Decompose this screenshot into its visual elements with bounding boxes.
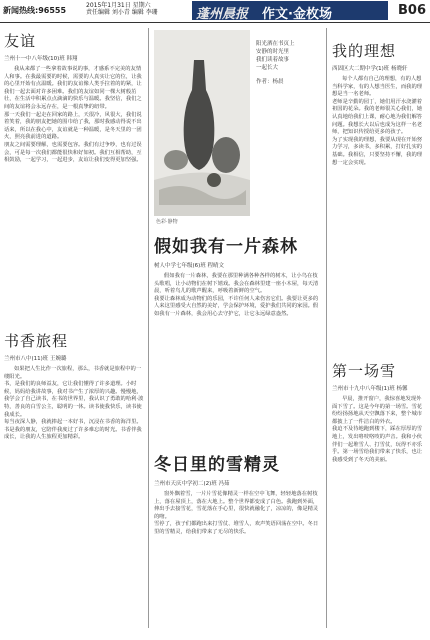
article-body: 每个人都有自己的理想，有的人想当科学家，有的人想当医生，而我的理想是当一名老师。 老师是辛勤的园丁，她们用汗水浇灌着祖国的花朵。我的老师很关心我们，她认真地给我们上课，耐心地为我们解答问题。我想长大以后也成为这样一名老师，把知识传授给更多的孩子。 为了实现我的理想，我要从现在开始努力学习，多读书，多积累，打好扎实的基础。我相信，只要坚持不懈，我的理想一定会实现。 xyxy=(332,76,423,166)
hotline-number: 新闻热线:96555 xyxy=(3,6,67,15)
article-byline: 西固区大二期中学(1)班 杨晓轩 xyxy=(332,66,408,72)
article-byline: 兰州市十九中八年级(1)班 杨馨 xyxy=(332,386,408,392)
poem-block xyxy=(256,40,322,220)
poem-signature: 作者：杨晨 xyxy=(256,79,284,85)
article-first-snow xyxy=(332,360,426,630)
article-byline: 兰州十一中八年级(10)班 韩翔 xyxy=(4,56,78,62)
section-title: 作文·金枚场 xyxy=(262,7,332,22)
article-body: 我从来都了一些拿着故事说的事，才感系不完美的友情人和事。在我最需要的时候，需要的人真实让它的位，让我的心里开始有点温暖。我们的友谊像人类手拉着的的紧，让我们一起去面对许多困难。我们的友谊如同一棵大树般茁壮，在生活中积累点点滴滴的快乐与温暖。我坚信，我们之间的友谊将会永远存在，是一根真挚的纽带。 那一天我们一起走在回家的路上，天很冷，风很大，我们说着笑着，我的朋友把她的围巾给了我，那时我感动得说不出话来，所以在我心中，友谊就是一种温暖，是冬天里的一团火，照亮我前进的道路。 朋友之间需要理解，也需要包容。我们有过争吵，也有过误会，可是每一次我们都能很快和好如初。我们互相帮助，互相鼓励，一起学习，一起进步，友谊让我们变得更加坚强。 xyxy=(4,66,142,164)
article-friendship xyxy=(4,30,144,314)
article-title: 书香旅程 xyxy=(4,332,69,350)
column-divider xyxy=(326,28,327,628)
article-title: 假如我有一片森林 xyxy=(154,237,298,257)
column-divider xyxy=(148,28,149,628)
poem-line: 我们读着故事 xyxy=(256,57,290,63)
poem-line: 安静的时光里 xyxy=(256,49,290,55)
section-banner xyxy=(192,1,388,20)
article-title: 我的理想 xyxy=(332,42,397,60)
article-body: 假如我有一片森林，我要在那里种满各种各样的树木，让小鸟在枝头歌唱，让小动物们在树下嬉戏。我会在森林里建一座小木屋，每天清晨，听着鸟儿的歌声醒来，呼吸着新鲜的空气。 我要让森林成为动物们的乐园，不许任何人来伤害它们。我要让更多的人来这里感受大自然的美好，学会保护环境，爱护我们共同的家园。假如我有一片森林，我会用心去守护它，让它永远绿意盎然。 xyxy=(154,273,319,317)
article-title: 冬日里的雪精灵 xyxy=(154,455,280,475)
painting-graphic xyxy=(154,30,250,216)
article-title: 第一场雪 xyxy=(332,362,397,380)
article-snow xyxy=(154,450,322,630)
newspaper-logo: 蓬州晨报 xyxy=(196,7,249,22)
poem-line: 阳光洒在书页上 xyxy=(256,41,295,47)
article-body: 如果把人生比作一次旅程，那么，书香就是旅程中的一缕阳光。 书，是我们的良师益友，它让我们懂得了许多道理。小时候，妈妈给我讲故事，我对书产生了浓厚的兴趣。慢慢地，我学会了自己读书，在书的世界里，我认识了勇敢的哈利·波特，善良的白雪公主，聪明的一休。读书使我快乐，读书使我成长。 每当夜深人静，我就捧起一本好书，沉浸在书香的海洋里。书是我的朋友，它陪伴我度过了许多难忘的时光。书香伴我成长，让我的人生旅程更加精彩。 xyxy=(4,366,144,441)
article-title: 友谊 xyxy=(4,32,37,50)
article-byline: 树人中学七年级(6)班 程晴文 xyxy=(154,263,225,269)
poem-line: 一起长大 xyxy=(256,65,279,71)
article-travel xyxy=(4,330,144,630)
article-byline: 兰州市八中(11)班 王婉璐 xyxy=(4,356,67,362)
article-dream xyxy=(332,40,426,340)
still-life-painting xyxy=(154,30,250,216)
page-header xyxy=(0,0,430,22)
article-body: 早晨，推开窗户，我惊喜地发现外面下雪了。这是今年的第一场雪。雪花纷纷扬扬地从天空飘落下来，整个城市都披上了一件洁白的外衣。 我迫不及待地跑到楼下，踩在厚厚的雪地上，发出咯吱咯吱的声音。我和小伙伴们一起堆雪人、打雪仗，玩得不亦乐乎。第一场雪给我们带来了快乐，也让我感受到了冬天的美丽。 xyxy=(332,396,423,463)
date-text: 2015年1月31日 星期六 xyxy=(86,2,151,9)
page-number: B06 xyxy=(398,3,426,18)
article-forest xyxy=(154,232,322,442)
date-line xyxy=(86,2,206,16)
editor-text: 责任编辑 刘小青 编辑 李珊 xyxy=(86,9,158,16)
header-rule xyxy=(0,22,430,23)
image-caption: 色彩·静物 xyxy=(156,219,178,225)
article-byline: 兰州市天庆中学初二(2)班 冯茹 xyxy=(154,481,230,487)
article-body: 窗外飘着雪，一片片雪花像精灵一样在空中飞舞，轻轻地落在树枝上，落在屋顶上，落在大地上。整个世界都变成了白色。我跑到外面，伸出手去接雪花，雪花落在手心里，很快就融化了，凉凉的，像是精灵的吻。 雪停了，孩子们都跑出来打雪仗、堆雪人，欢声笑语回荡在空中。冬日里的雪精灵，给我们带来了无尽的快乐。 xyxy=(154,491,319,535)
